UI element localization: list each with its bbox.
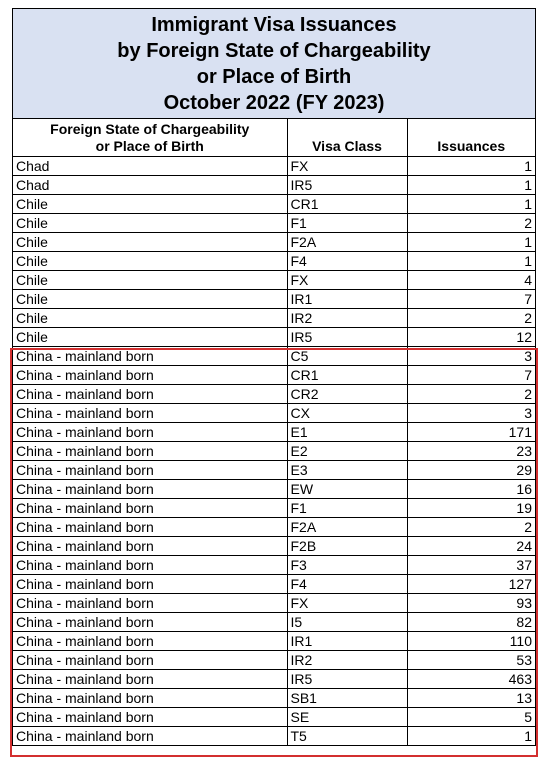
cell-place: China - mainland born (13, 404, 287, 423)
cell-visa-class: SB1 (287, 689, 407, 708)
cell-place: China - mainland born (13, 708, 287, 727)
table-row (13, 499, 535, 518)
cell-visa-class: F4 (287, 575, 407, 594)
table-row (13, 404, 535, 423)
cell-issuances: 5 (407, 708, 535, 727)
table-row (13, 556, 535, 575)
cell-issuances: 2 (407, 214, 535, 233)
cell-visa-class: FX (287, 594, 407, 613)
table-row (13, 670, 535, 689)
table-row (13, 290, 535, 309)
cell-issuances: 37 (407, 556, 535, 575)
cell-issuances: 1 (524, 728, 532, 744)
title-line-3: or Place of Birth (196, 66, 352, 88)
cell-issuances: 29 (407, 461, 535, 480)
header-place (13, 119, 287, 157)
table-row (13, 537, 535, 556)
table-row (13, 480, 535, 499)
cell-place: Chile (13, 252, 287, 271)
header-place-line-2: or Place of Birth (95, 138, 204, 154)
cell-issuances: 4 (407, 271, 535, 290)
cell-issuances: 93 (407, 594, 535, 613)
cell-issuances: 53 (407, 651, 535, 670)
title-line-4: October 2022 (FY 2023) (163, 92, 385, 114)
visa-issuance-sheet (12, 8, 536, 746)
cell-place: China - mainland born (13, 537, 287, 556)
table-row (13, 271, 535, 290)
table-body (13, 157, 535, 746)
cell-place: Chile (13, 290, 287, 309)
cell-visa-class: F2B (287, 537, 407, 556)
table-row (13, 518, 535, 537)
cell-issuances: 1 (407, 233, 535, 252)
cell-place: China - mainland born (13, 461, 287, 480)
cell-issuances: 463 (407, 670, 535, 689)
cell-place: China - mainland born (13, 594, 287, 613)
table-row (13, 442, 535, 461)
table-row (13, 252, 535, 271)
cell-issuances: 1 (407, 195, 535, 214)
cell-visa-class: IR1 (287, 290, 407, 309)
table-row (13, 385, 535, 404)
table-row (13, 347, 535, 366)
table-row (13, 727, 535, 746)
cell-place: Chile (13, 271, 287, 290)
cell-visa-class: E1 (287, 423, 407, 442)
cell-place: China - mainland born (13, 499, 287, 518)
cell-visa-class: F1 (287, 499, 407, 518)
table-row (13, 689, 535, 708)
cell-place: China - mainland born (13, 632, 287, 651)
table-row (13, 176, 535, 195)
cell-issuances: 2 (407, 518, 535, 537)
cell-visa-class: IR1 (287, 632, 407, 651)
cell-issuances: 7 (407, 366, 535, 385)
cell-place: China - mainland born (13, 575, 287, 594)
cell-issuances: 110 (407, 632, 535, 651)
cell-place: China - mainland born (13, 385, 287, 404)
cell-visa-class: F1 (287, 214, 407, 233)
cell-visa-class: T5 (287, 727, 407, 746)
cell-place: Chad (13, 176, 287, 195)
cell-issuances: 82 (407, 613, 535, 632)
cell-visa-class: IR5 (287, 670, 407, 689)
cell-place: China - mainland born (13, 651, 287, 670)
cell-place: China - mainland born (13, 442, 287, 461)
cell-issuances: 171 (407, 423, 535, 442)
cell-place: Chile (13, 233, 287, 252)
cell-place: China - mainland born (13, 366, 287, 385)
header-place-line-1: Foreign State of Chargeability (50, 121, 250, 137)
cell-visa-class: CX (287, 404, 407, 423)
cell-visa-class: IR5 (287, 328, 407, 347)
cell-visa-class: F2A (287, 518, 407, 537)
header-row (13, 119, 535, 157)
cell-visa-class: F2A (287, 233, 407, 252)
cell-place: China - mainland born (13, 670, 287, 689)
table-row (13, 214, 535, 233)
cell-visa-class: EW (287, 480, 407, 499)
cell-visa-class: FX (287, 157, 407, 176)
cell-visa-class: IR5 (287, 176, 407, 195)
cell-place: China - mainland born (13, 689, 287, 708)
cell-issuances: 3 (407, 404, 535, 423)
table-row (13, 575, 535, 594)
cell-issuances: 3 (407, 347, 535, 366)
table-row (13, 195, 535, 214)
cell-issuances: 127 (407, 575, 535, 594)
title-line-2: by Foreign State of Chargeability (117, 40, 431, 62)
title-line-1: Immigrant Visa Issuances (151, 14, 397, 36)
cell-place: China - mainland born (13, 556, 287, 575)
table-row (13, 632, 535, 651)
cell-issuances: 2 (407, 385, 535, 404)
cell-visa-class: CR1 (287, 195, 407, 214)
cell-issuances: 13 (407, 689, 535, 708)
cell-issuances: 23 (407, 442, 535, 461)
cell-visa-class: F4 (287, 252, 407, 271)
cell-place: China - mainland born (13, 518, 287, 537)
cell-visa-class: E3 (287, 461, 407, 480)
table-row (13, 328, 535, 347)
cell-issuances: 2 (407, 309, 535, 328)
table-row (13, 233, 535, 252)
cell-place: Chile (13, 328, 287, 347)
table-row (13, 157, 535, 176)
table-row (13, 366, 535, 385)
cell-place: Chad (13, 157, 287, 176)
cell-visa-class: SE (287, 708, 407, 727)
table-row (13, 423, 535, 442)
cell-place: China - mainland born (13, 613, 287, 632)
cell-visa-class: F3 (287, 556, 407, 575)
issuance-table (13, 119, 535, 745)
cell-issuances: 1 (407, 252, 535, 271)
cell-issuances: 1 (407, 176, 535, 195)
cell-visa-class: CR2 (287, 385, 407, 404)
header-visa-class: Visa Class (287, 119, 407, 157)
table-row (13, 613, 535, 632)
cell-issuances: 1 (407, 157, 535, 176)
cell-place: Chile (13, 195, 287, 214)
cell-issuances: 24 (407, 537, 535, 556)
cell-place: China - mainland born (13, 727, 287, 746)
cell-visa-class: IR2 (287, 651, 407, 670)
table-row (13, 708, 535, 727)
cell-visa-class: CR1 (287, 366, 407, 385)
cell-place: Chile (13, 309, 287, 328)
cell-issuances: 16 (407, 480, 535, 499)
cell-visa-class: E2 (287, 442, 407, 461)
cell-place: China - mainland born (13, 480, 287, 499)
title-box (13, 9, 535, 119)
table-row (13, 309, 535, 328)
cell-visa-class: FX (287, 271, 407, 290)
header-issuances: Issuances (407, 119, 535, 157)
table-row (13, 651, 535, 670)
cell-issuances: 7 (407, 290, 535, 309)
cell-place: China - mainland born (13, 423, 287, 442)
cell-issuances: 12 (407, 328, 535, 347)
cell-visa-class: I5 (287, 613, 407, 632)
cell-visa-class: C5 (287, 347, 407, 366)
table-row (13, 594, 535, 613)
table-row (13, 461, 535, 480)
cell-issuances: 19 (407, 499, 535, 518)
cell-place: Chile (13, 214, 287, 233)
cell-place: China - mainland born (13, 347, 287, 366)
cell-visa-class: IR2 (287, 309, 407, 328)
